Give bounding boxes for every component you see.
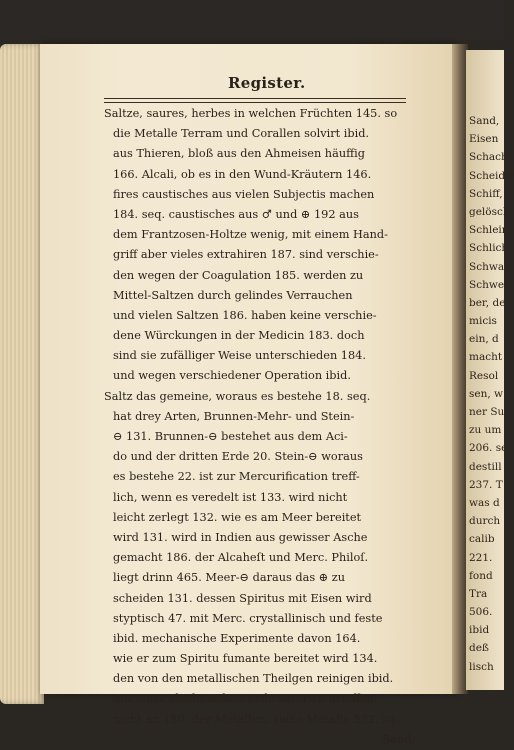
- next-page-line: 506.: [469, 606, 493, 619]
- next-page-line: Schlich: [469, 242, 509, 255]
- text-line: scheiden 131. dessen Spiritus mit Eisen wird: [113, 591, 372, 605]
- header-rule: [104, 98, 406, 103]
- next-page-line: 237. T: [469, 478, 503, 491]
- next-page-line: Schiff,: [469, 187, 503, 200]
- next-page-line: ein, d: [469, 333, 499, 346]
- text-line: ibid. mechanische Experimente davon 164.: [113, 631, 361, 645]
- text-line: nicht an 180. der Metallen, siehe Metalle 532. sq.: [113, 712, 399, 726]
- next-page-line: 206. se: [469, 442, 508, 455]
- text-line: 184. seq. caustisches aus ♂ und ⊕ 192 aus: [113, 207, 359, 221]
- text-line: Saltz das gemeine, woraus es bestehe 18. seq.: [104, 389, 371, 403]
- text-line: wie er zum Spiritu fumante bereitet wird 134.: [113, 652, 378, 666]
- text-line: fires caustisches aus vielen Subjectis machen: [113, 187, 375, 201]
- next-page-line: Tra: [469, 587, 488, 600]
- next-page-line: Schleim: [469, 224, 512, 237]
- next-page-line: destill: [469, 460, 502, 473]
- text-line: 166. Alcali, ob es in den Wund-Kräutern 146.: [113, 167, 372, 181]
- text-line: mit einer alcalinischen Erde saturirt, greiffen: [113, 692, 374, 706]
- text-line: styptisch 47. mit Merc. crystallinisch und feste: [113, 611, 383, 625]
- next-page-line: Scheidw: [469, 169, 514, 182]
- next-page-line: lisch: [469, 660, 494, 673]
- next-page-line: Schwad: [469, 260, 511, 273]
- background-top: [0, 0, 504, 40]
- book-page-edges: [0, 44, 44, 704]
- text-line: Saltze, saures, herbes in welchen Früchten 145. so: [104, 107, 398, 120]
- text-line: den wegen der Coagulation 185. werden zu: [113, 268, 364, 282]
- text-line: liegt drinn 465. Meer-⊖ daraus das ⊕ zu: [113, 571, 346, 585]
- text-line: lich, wenn es veredelt ist 133. wird nicht: [113, 490, 348, 504]
- text-line: leicht zerlegt 132. wie es am Meer bereitet: [113, 510, 362, 524]
- next-page-line: micis: [469, 315, 497, 328]
- next-page-line: fond: [469, 569, 493, 582]
- next-page-line: sen, w: [469, 387, 504, 400]
- right-page-fragment: [466, 50, 514, 690]
- next-page-line: deß: [469, 642, 489, 655]
- text-line: sind sie zufälliger Weise unterschieden 184.: [113, 349, 366, 363]
- next-page-line: Sand,: [469, 115, 500, 127]
- text-line: griff aber vieles extrahiren 187. sind verschie-: [113, 248, 379, 262]
- text-line: ⊖ 131. Brunnen-⊖ bestehet aus dem Aci-: [113, 430, 348, 443]
- text-line: dem Frantzosen-Holtze wenig, mit einem Hand-: [113, 228, 388, 242]
- next-page-line: durch: [469, 515, 501, 528]
- text-line: es bestehe 22. ist zur Mercurification treff-: [113, 470, 360, 484]
- next-page-line: was d: [469, 496, 500, 509]
- text-line: den von den metallischen Theilgen reinigen ibid.: [113, 672, 394, 686]
- text-line: wird 131. wird in Indien aus gewisser Asche: [113, 530, 368, 544]
- next-page-line: Eisen: [469, 133, 499, 146]
- text-line: gemacht 186. der Alcaheſt und Merc. Philoſ.: [113, 551, 369, 565]
- text-line: aus Thieren, bloß aus den Ahmeisen häuffig: [113, 147, 365, 161]
- text-line: hat drey Arten, Brunnen-Mehr- und Stein-: [113, 409, 355, 423]
- next-page-line: calib: [469, 533, 495, 546]
- text-line: do und der dritten Erde 20. Stein-⊖ woraus: [113, 450, 363, 464]
- next-page-line: zu um: [469, 424, 502, 437]
- register-text: [104, 104, 419, 750]
- next-page-line: 221.: [469, 551, 493, 564]
- catchword: Sand,: [382, 732, 415, 746]
- next-page-line: Resol: [469, 369, 499, 382]
- next-page-line: ibid: [469, 624, 490, 637]
- text-line: und vielen Saltzen 186. haben keine verschie-: [113, 308, 377, 322]
- next-page-line: gelösch: [469, 205, 510, 218]
- next-page-line: Schwef: [469, 278, 508, 291]
- text-line: Mittel-Saltzen durch gelindes Verrauchen: [113, 288, 353, 302]
- next-page-line: Schacht: [469, 151, 512, 164]
- next-page-line: ber, de: [469, 296, 506, 309]
- text-line: die Metalle Terram und Corallen solvirt ibid.: [113, 127, 370, 141]
- page-header: Register.: [228, 74, 306, 92]
- text-line: und wegen verschiedener Operation ibid.: [113, 369, 351, 383]
- next-page-line: ner Su: [469, 406, 505, 418]
- text-line: dene Würckungen in der Medicin 183. doch: [113, 329, 365, 343]
- next-page-line: macht: [469, 351, 503, 364]
